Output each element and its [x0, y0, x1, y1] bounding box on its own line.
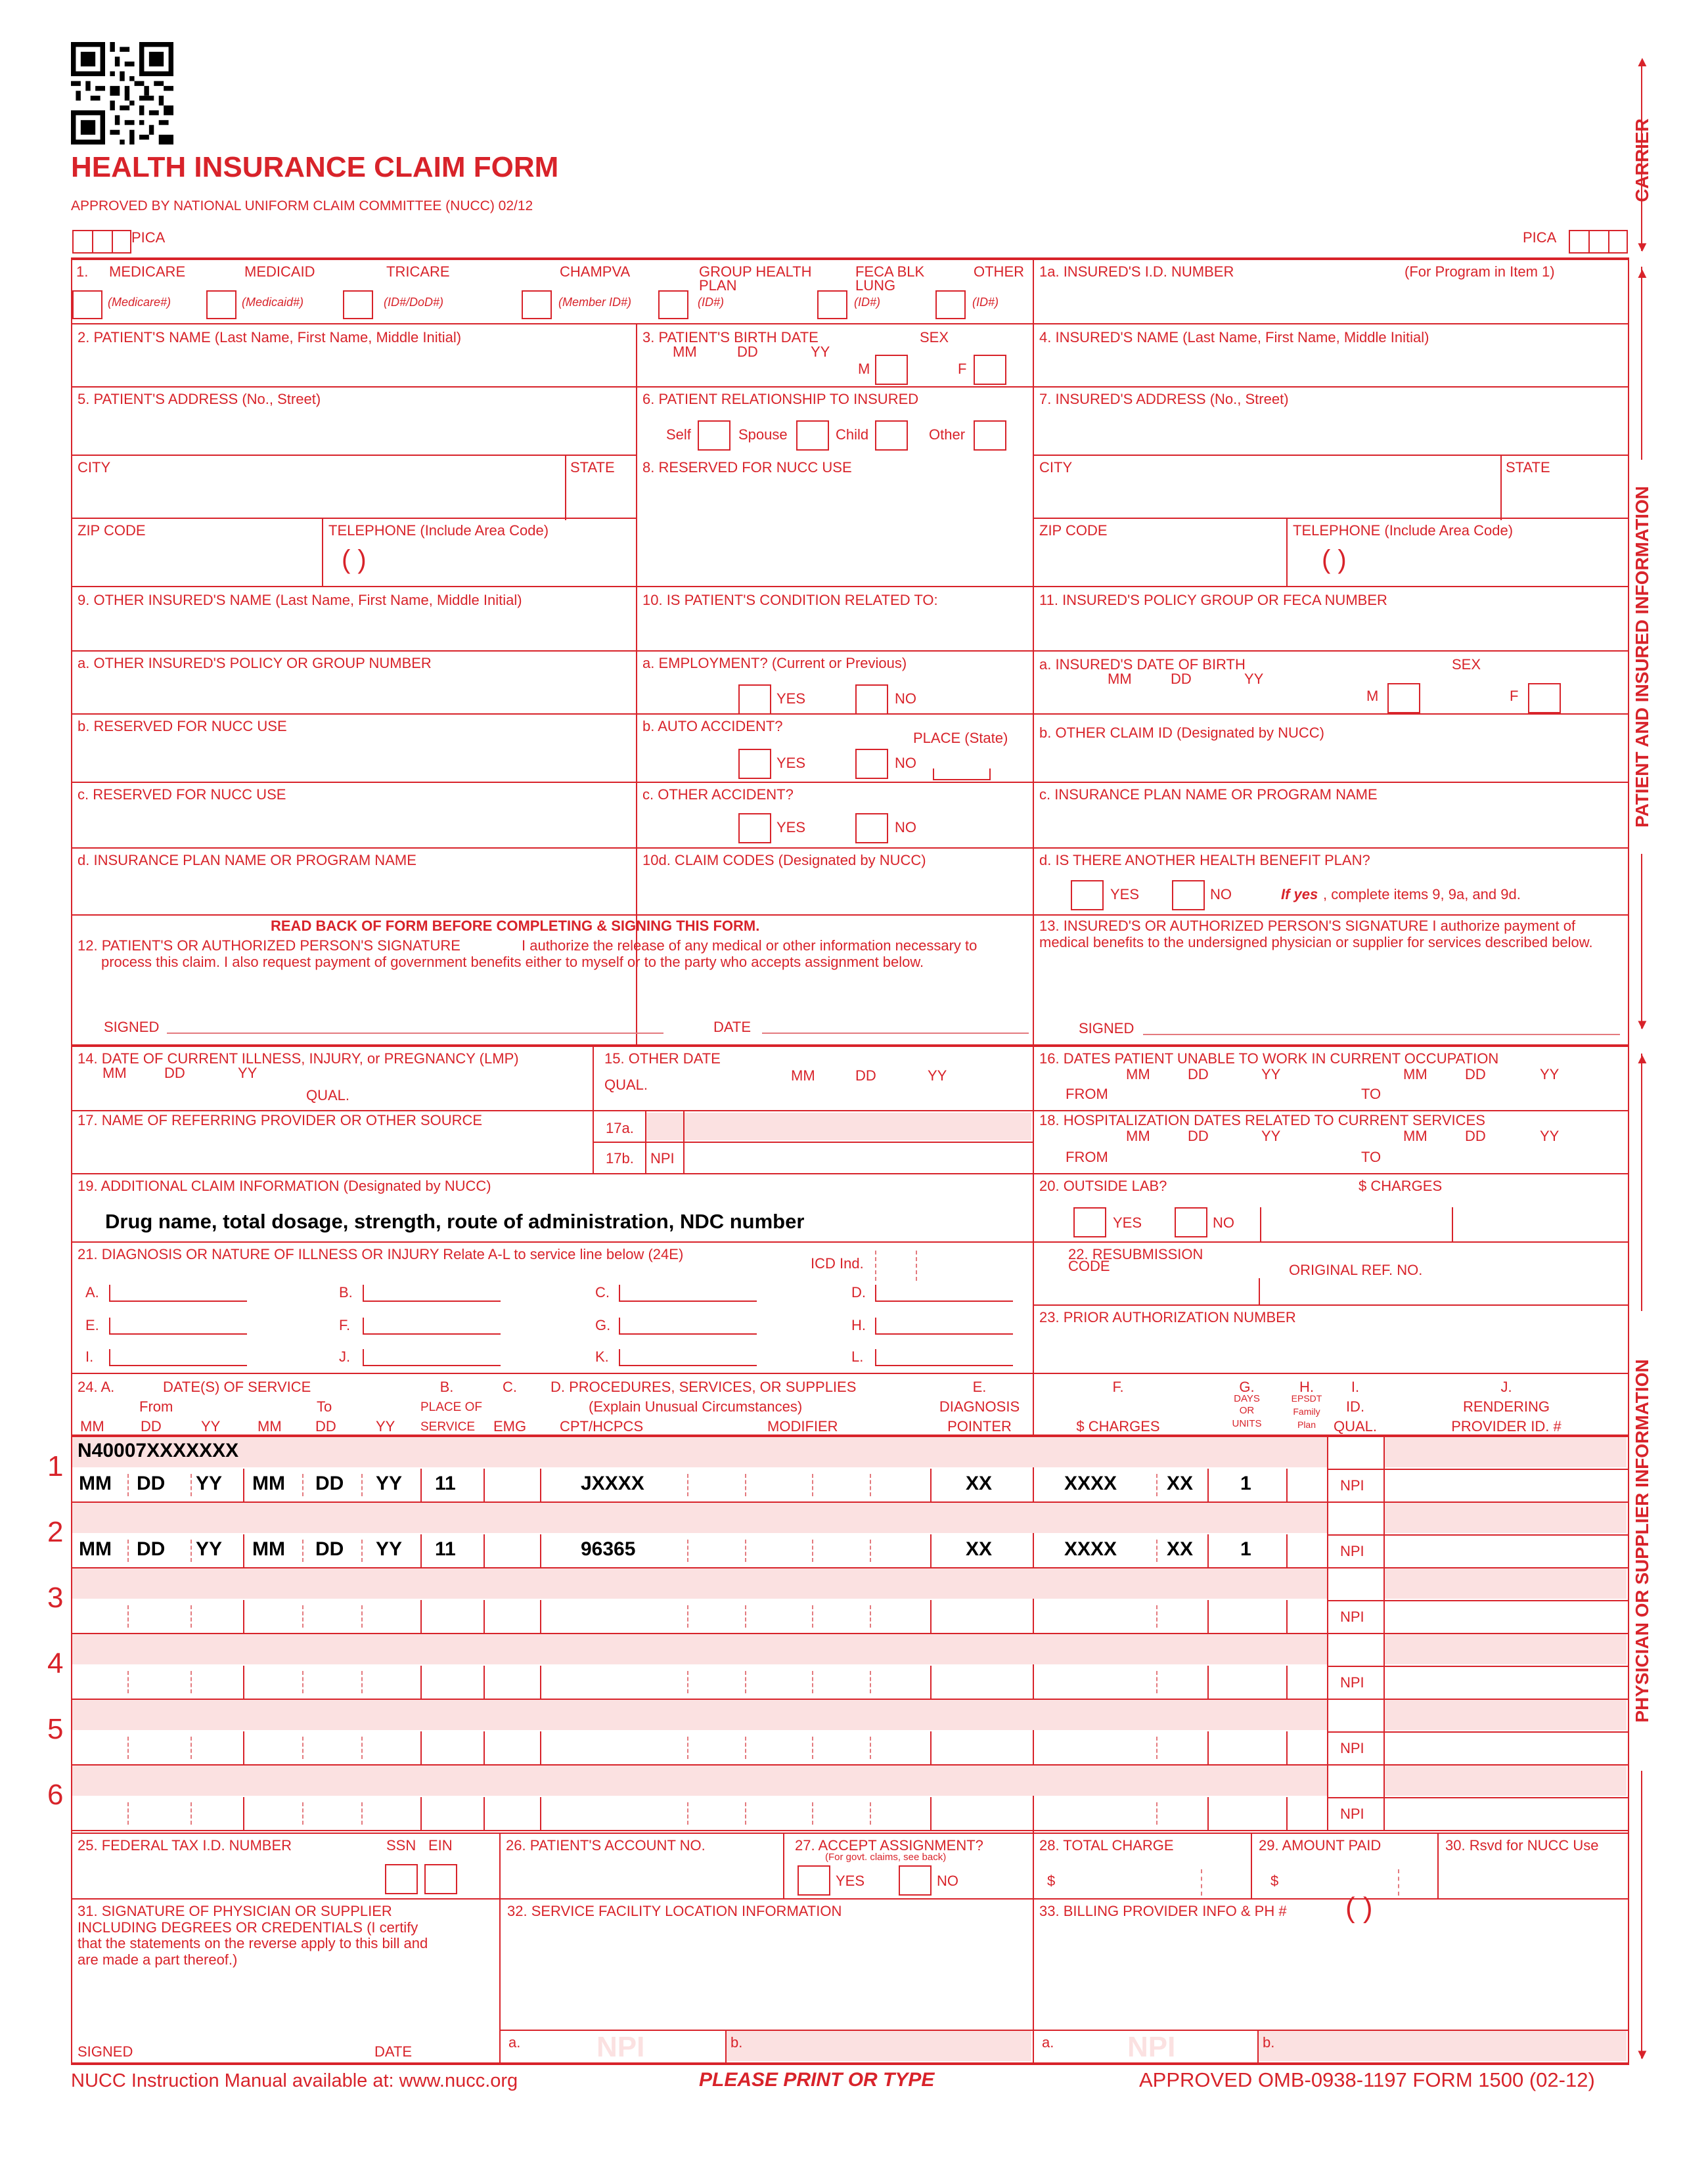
ein-checkbox[interactable]: [424, 1864, 457, 1894]
cpt-code[interactable]: 96365: [581, 1538, 636, 1560]
service-line-supplemental-band[interactable]: [72, 1437, 1627, 1467]
diagnosis-label: I.: [85, 1348, 94, 1365]
diagnosis-label: K.: [595, 1348, 609, 1365]
diagnosis-label: L.: [851, 1348, 864, 1365]
relationship-spouse-checkbox[interactable]: [796, 420, 829, 451]
box11-label: 11. INSURED'S POLICY GROUP OR FECA NUMBER: [1039, 592, 1387, 608]
service-from-month[interactable]: MM: [79, 1538, 112, 1560]
patient-sex-f-checkbox[interactable]: [974, 355, 1006, 385]
pica-right-label: PICA: [1523, 229, 1557, 246]
box33a-npi-watermark: NPI: [1127, 2031, 1176, 2063]
service-from-month[interactable]: MM: [79, 1473, 112, 1494]
diagnosis-label: G.: [595, 1317, 611, 1333]
diagnosis-field[interactable]: [109, 1301, 247, 1302]
line1-supplemental-note[interactable]: N40007XXXXXXX: [78, 1440, 239, 1461]
qr-code-icon: [71, 42, 173, 145]
diagnosis-pointer[interactable]: XX: [966, 1538, 993, 1560]
service-line-npi-label: NPI: [1340, 1740, 1364, 1756]
service-line-npi-label: NPI: [1340, 1609, 1364, 1625]
box26-label: 26. PATIENT'S ACCOUNT NO.: [506, 1837, 706, 1854]
physician-side-label: PHYSICIAN OR SUPPLIER INFORMATION: [1632, 1311, 1653, 1771]
service-charges-cents[interactable]: XX: [1167, 1473, 1194, 1494]
pica-right-boxes[interactable]: [1569, 230, 1628, 254]
box13-label: 13. INSURED'S OR AUTHORIZED PERSON'S SIGNATURE I authorize payment of medical benefits to the undersigned physician or supplier for services described below.: [1039, 918, 1593, 950]
service-to-day[interactable]: DD: [315, 1473, 344, 1494]
diagnosis-label: B.: [339, 1284, 353, 1301]
service-line-supplemental-band[interactable]: [72, 1568, 1627, 1599]
other-program-checkbox[interactable]: [935, 290, 966, 319]
service-units[interactable]: 1: [1240, 1538, 1251, 1560]
ssn-checkbox[interactable]: [385, 1864, 418, 1894]
footer-manual: NUCC Instruction Manual available at: www.nucc.org: [71, 2070, 518, 2091]
relationship-self-checkbox[interactable]: [698, 420, 730, 451]
box32-label: 32. SERVICE FACILITY LOCATION INFORMATION: [507, 1903, 842, 1919]
box21-label: 21. DIAGNOSIS OR NATURE OF ILLNESS OR INJURY Relate A-L to service line below (24E): [78, 1246, 684, 1262]
service-to-month[interactable]: MM: [252, 1538, 285, 1560]
employment-yes-checkbox[interactable]: [738, 684, 771, 715]
outside-lab-yes-checkbox[interactable]: [1073, 1207, 1106, 1237]
diagnosis-label: H.: [851, 1317, 866, 1333]
diagnosis-field[interactable]: [875, 1365, 1013, 1366]
box17a-field[interactable]: [646, 1113, 1031, 1140]
diagnosis-field[interactable]: [363, 1365, 501, 1366]
box19-label: 19. ADDITIONAL CLAIM INFORMATION (Designated by NUCC): [78, 1178, 491, 1194]
patient-side-label: PATIENT AND INSURED INFORMATION: [1632, 460, 1653, 854]
service-to-year[interactable]: YY: [376, 1538, 403, 1560]
diagnosis-field[interactable]: [619, 1333, 757, 1335]
box4-label: 4. INSURED'S NAME (Last Name, First Name, Middle Initial): [1039, 329, 1429, 345]
service-line-number: 1: [47, 1450, 64, 1482]
box30-label: 30. Rsvd for NUCC Use: [1445, 1837, 1599, 1854]
service-line-npi-label: NPI: [1340, 1477, 1364, 1494]
box3-label: 3. PATIENT'S BIRTH DATE: [642, 329, 819, 345]
footer-omb: APPROVED OMB-0938-1197 FORM 1500 (02-12): [1139, 2068, 1595, 2091]
box6-label: 6. PATIENT RELATIONSHIP TO INSURED: [642, 391, 919, 407]
diagnosis-field[interactable]: [619, 1365, 757, 1366]
box1a-note: (For Program in Item 1): [1405, 263, 1555, 280]
service-line-supplemental-band[interactable]: [72, 1503, 1627, 1533]
diagnosis-label: D.: [851, 1284, 866, 1301]
box8-label: 8. RESERVED FOR NUCC USE: [642, 459, 852, 476]
group-health-label: GROUP HEALTH PLAN: [699, 263, 812, 294]
accept-assignment-no-checkbox[interactable]: [899, 1865, 932, 1896]
cpt-code[interactable]: JXXXX: [581, 1473, 644, 1494]
pica-left-boxes[interactable]: [72, 230, 131, 254]
service-charges[interactable]: XXXX: [1064, 1538, 1117, 1560]
box22-label: 22. RESUBMISSION: [1068, 1246, 1203, 1262]
service-line-number: 2: [47, 1516, 64, 1548]
place-of-service[interactable]: 11: [435, 1473, 456, 1494]
readback-notice: READ BACK OF FORM BEFORE COMPLETING & SIGNING THIS FORM.: [271, 918, 760, 934]
box7-label: 7. INSURED'S ADDRESS (No., Street): [1039, 391, 1289, 407]
service-line-number: 5: [47, 1713, 64, 1745]
champva-label: CHAMPVA: [560, 263, 631, 280]
group-health-checkbox[interactable]: [658, 290, 688, 319]
service-line-supplemental-band[interactable]: [72, 1634, 1627, 1664]
employment-no-checkbox[interactable]: [855, 684, 888, 715]
service-from-day[interactable]: DD: [137, 1473, 166, 1494]
box14-label: 14. DATE OF CURRENT ILLNESS, INJURY, or PREGNANCY (LMP): [78, 1050, 519, 1067]
insured-sex-m-checkbox[interactable]: [1387, 683, 1420, 713]
service-units[interactable]: 1: [1240, 1473, 1251, 1494]
box17-label: 17. NAME OF REFERRING PROVIDER OR OTHER SOURCE: [78, 1112, 483, 1128]
box5-label: 5. PATIENT'S ADDRESS (No., Street): [78, 391, 321, 407]
diagnosis-field[interactable]: [875, 1333, 1013, 1335]
box1a-label: 1a. INSURED'S I.D. NUMBER: [1039, 263, 1234, 280]
champva-checkbox[interactable]: [522, 290, 552, 319]
box32a-npi-watermark: NPI: [596, 2031, 645, 2063]
box23-label: 23. PRIOR AUTHORIZATION NUMBER: [1039, 1309, 1296, 1325]
diagnosis-field[interactable]: [875, 1301, 1013, 1302]
diagnosis-label: F.: [339, 1317, 351, 1333]
tricare-label: TRICARE: [386, 263, 450, 280]
box29-label: 29. AMOUNT PAID: [1259, 1837, 1382, 1854]
insured-sex-f-checkbox[interactable]: [1528, 683, 1561, 713]
auto-accident-yes-checkbox[interactable]: [738, 749, 771, 779]
service-charges[interactable]: XXXX: [1064, 1473, 1117, 1494]
box15-label: 15. OTHER DATE: [604, 1050, 721, 1067]
service-line-npi-label: NPI: [1340, 1674, 1364, 1691]
box19-value[interactable]: Drug name, total dosage, strength, route of administration, NDC number: [105, 1210, 805, 1233]
diagnosis-label: E.: [85, 1317, 99, 1333]
diagnosis-field[interactable]: [619, 1301, 757, 1302]
diagnosis-field[interactable]: [109, 1365, 247, 1366]
diagnosis-field[interactable]: [363, 1301, 501, 1302]
diagnosis-pointer[interactable]: XX: [966, 1473, 993, 1494]
service-to-day[interactable]: DD: [315, 1538, 344, 1560]
medicare-checkbox[interactable]: [72, 290, 102, 319]
diagnosis-field[interactable]: [363, 1333, 501, 1335]
service-from-day[interactable]: DD: [137, 1538, 166, 1560]
box17b-field[interactable]: [683, 1143, 1031, 1172]
box2-label: 2. PATIENT'S NAME (Last Name, First Name, Middle Initial): [78, 329, 462, 345]
feca-label: FECA BLK LUNG: [855, 263, 925, 294]
box9-label: 9. OTHER INSURED'S NAME (Last Name, First Name, Middle Initial): [78, 592, 522, 608]
diagnosis-label: A.: [85, 1284, 99, 1301]
approved-line: APPROVED BY NATIONAL UNIFORM CLAIM COMMITTEE (NUCC) 02/12: [71, 198, 533, 213]
patient-sex-m-checkbox[interactable]: [875, 355, 908, 385]
service-from-year[interactable]: YY: [196, 1538, 223, 1560]
outside-lab-no-checkbox[interactable]: [1175, 1207, 1207, 1237]
other-accident-yes-checkbox[interactable]: [738, 813, 771, 843]
service-charges-cents[interactable]: XX: [1167, 1538, 1194, 1560]
service-line-supplemental-band[interactable]: [72, 1766, 1627, 1796]
service-line-supplemental-band[interactable]: [72, 1700, 1627, 1730]
medicaid-checkbox[interactable]: [206, 290, 236, 319]
place-of-service[interactable]: 11: [435, 1538, 456, 1560]
box31-label: 31. SIGNATURE OF PHYSICIAN OR SUPPLIER INCLUDING DEGREES OR CREDENTIALS (I certify that the statements on the reverse apply to this bill and are made a part thereof.): [78, 1903, 428, 1968]
box10-label: 10. IS PATIENT'S CONDITION RELATED TO:: [642, 592, 938, 608]
service-line-npi-label: NPI: [1340, 1543, 1364, 1559]
tricare-checkbox[interactable]: [343, 290, 373, 319]
pica-left-label: PICA: [131, 229, 166, 246]
another-plan-yes-checkbox[interactable]: [1071, 880, 1104, 910]
accept-assignment-yes-checkbox[interactable]: [798, 1865, 830, 1896]
box33-label: 33. BILLING PROVIDER INFO & PH #: [1039, 1903, 1287, 1919]
service-line-number: 6: [47, 1779, 64, 1811]
service-from-year[interactable]: YY: [196, 1473, 223, 1494]
service-to-year[interactable]: YY: [376, 1473, 403, 1494]
diagnosis-label: J.: [339, 1348, 351, 1365]
footer-print: PLEASE PRINT OR TYPE: [699, 2069, 935, 2091]
another-plan-no-checkbox[interactable]: [1172, 880, 1205, 910]
medicare-label: MEDICARE: [109, 263, 186, 280]
box28-label: 28. TOTAL CHARGE: [1039, 1837, 1174, 1854]
carrier-side-label: CARRIER: [1632, 118, 1652, 202]
box1-label: 1.: [76, 263, 89, 280]
other-accident-no-checkbox[interactable]: [855, 813, 888, 843]
form-title: HEALTH INSURANCE CLAIM FORM: [71, 151, 559, 183]
medicaid-label: MEDICAID: [244, 263, 315, 280]
diagnosis-field[interactable]: [109, 1333, 247, 1335]
feca-checkbox[interactable]: [817, 290, 847, 319]
box25-label: 25. FEDERAL TAX I.D. NUMBER: [78, 1837, 292, 1854]
relationship-other-checkbox[interactable]: [974, 420, 1006, 451]
relationship-child-checkbox[interactable]: [875, 420, 908, 451]
box27-label: 27. ACCEPT ASSIGNMENT?: [795, 1837, 983, 1854]
auto-accident-no-checkbox[interactable]: [855, 749, 888, 779]
service-line-number: 3: [47, 1582, 64, 1614]
box18-label: 18. HOSPITALIZATION DATES RELATED TO CURRENT SERVICES: [1039, 1112, 1485, 1128]
service-line-number: 4: [47, 1647, 64, 1679]
service-line-npi-label: NPI: [1340, 1806, 1364, 1822]
other-program-label: OTHER: [974, 263, 1024, 280]
diagnosis-label: C.: [595, 1284, 610, 1301]
service-to-month[interactable]: MM: [252, 1473, 285, 1494]
box16-label: 16. DATES PATIENT UNABLE TO WORK IN CURRENT OCCUPATION: [1039, 1050, 1499, 1067]
box20-label: 20. OUTSIDE LAB?: [1039, 1178, 1167, 1194]
